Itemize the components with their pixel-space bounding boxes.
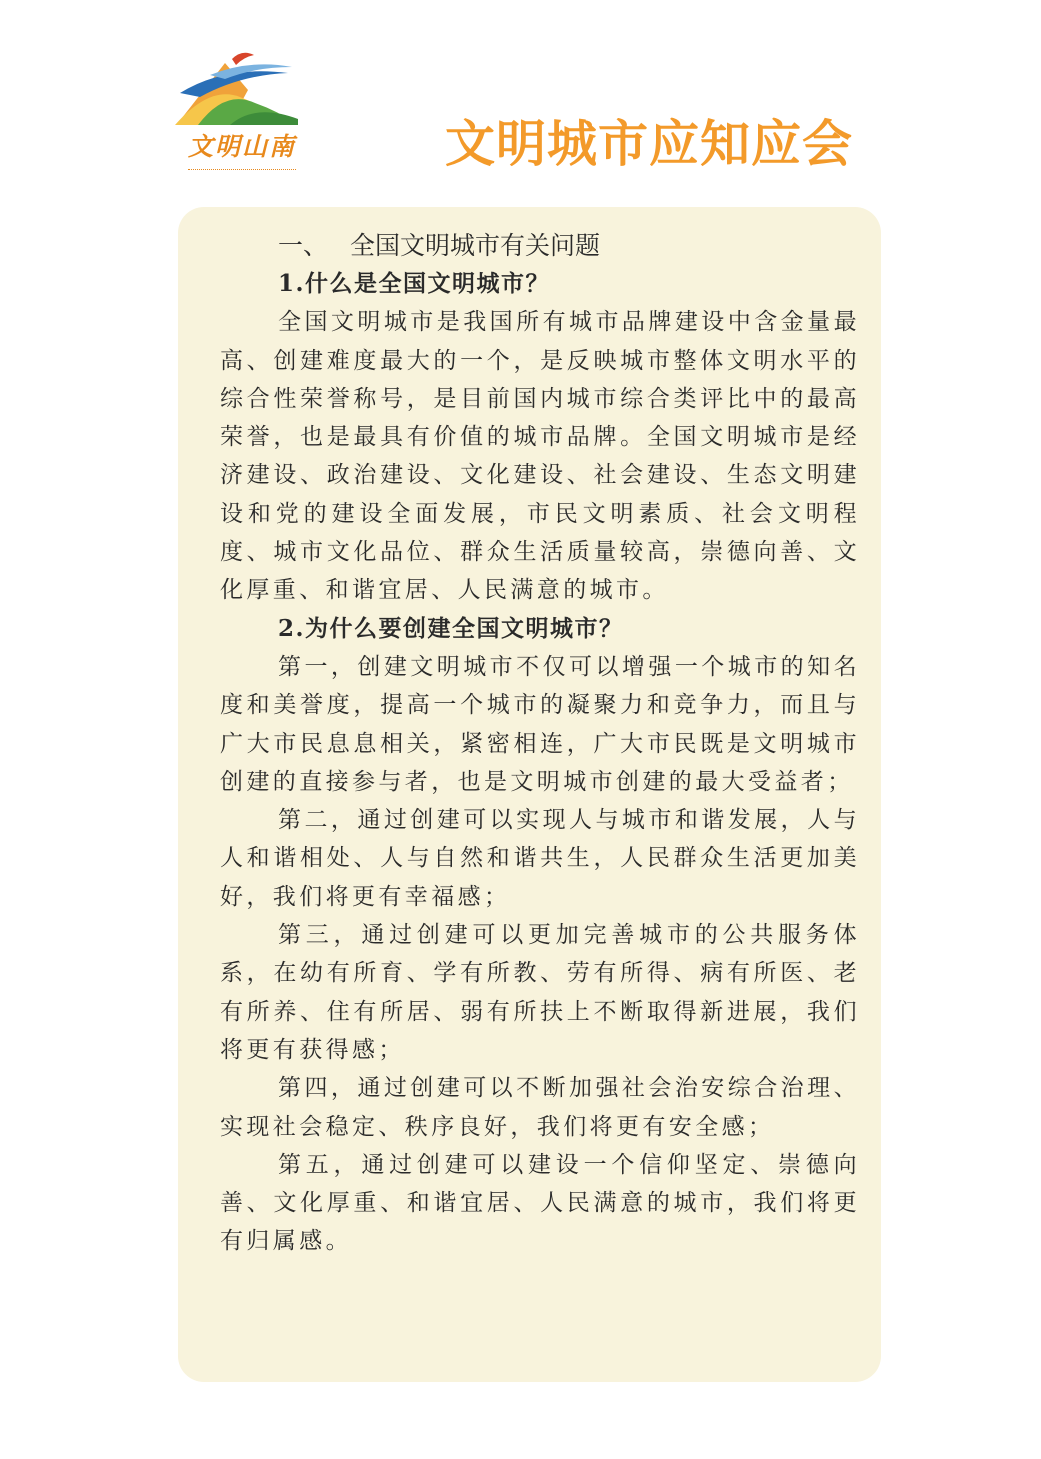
question-2-paragraph-5: 第五，通过创建可以建设一个信仰坚定、崇德向善、文化厚重、和谐宜居、人民满意的城市，我们将更有归属感。 [220, 1151, 860, 1255]
question-2-paragraph-1: 第一，创建文明城市不仅可以增强一个城市的知名度和美誉度，提高一个城市的凝聚力和竞争力，而且与广大市民息息相关，紧密相连，广大市民既是文明城市创建的直接参与者，也是文明城市创建的最大受益者； [220, 653, 860, 795]
question-1-paragraph: 全国文明城市是我国所有城市品牌建设中含金量最高、创建难度最大的一个，是反映城市整体文明水平的综合性荣誉称号，是目前国内城市综合类评比中的最高荣誉，也是最具有价值的城市品牌。全国文明城市是经济建设、政治建设、文化建设、社会建设、生态文明建设和党的建设全面发展，市民文明素质、社会文明程度、城市文化品位、群众生活质量较高，崇德向善、文化厚重、和谐宜居、人民满意的城市。 [220, 309, 860, 604]
question-1-heading: 1.什么是全国文明城市？ [278, 270, 551, 297]
section-heading [220, 227, 860, 265]
content [220, 227, 860, 1261]
question-2-paragraph-2: 第二，通过创建可以实现人与城市和谐发展，人与人和谐相处、人与自然和谐共生，人民群众生活更加美好，我们将更有幸福感； [220, 807, 860, 910]
section-number: 一、 [278, 231, 329, 260]
question-2-paragraph-4: 第四，通过创建可以不断加强社会治安综合治理、实现社会稳定、秩序良好，我们将更有安全感； [220, 1075, 860, 1140]
page-title: 文明城市应知应会 [445, 115, 853, 173]
logo [170, 45, 305, 180]
question-2-paragraph-3: 第三，通过创建可以更加完善城市的公共服务体系，在幼有所育、学有所教、劳有所得、病有所医、老有所养、住有所居、弱有所扶上不断取得新进展，我们将更有获得感； [220, 922, 860, 1063]
question-2-heading: 2.为什么要创建全国文明城市？ [278, 614, 624, 642]
mountain-logo-icon [170, 45, 305, 140]
logo-tibetan-line [188, 163, 296, 170]
logo-text: 文明山南 [187, 132, 296, 161]
section-title: 全国文明城市有关问题 [350, 231, 601, 260]
